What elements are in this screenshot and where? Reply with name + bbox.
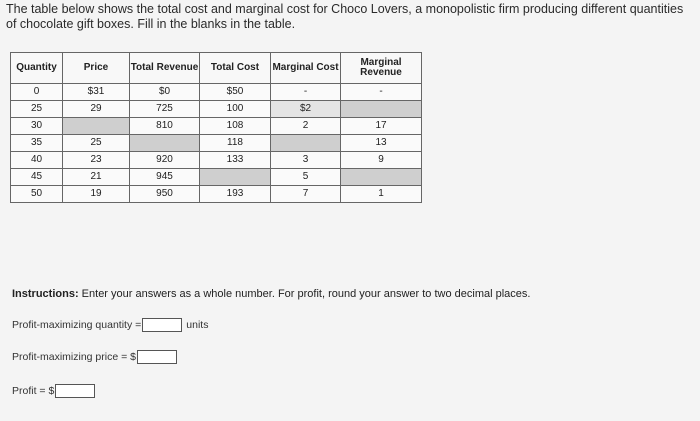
quantity-units: units bbox=[186, 319, 209, 331]
header-total-cost: Total Cost bbox=[200, 53, 271, 84]
cell-marginal-cost: $2 bbox=[271, 101, 341, 118]
cell-total-revenue: 725 bbox=[130, 101, 200, 118]
cell-quantity: 0 bbox=[11, 84, 63, 101]
cell-price: 21 bbox=[63, 169, 130, 186]
blank-input-total-cost[interactable] bbox=[200, 169, 271, 186]
header-price: Price bbox=[63, 53, 130, 84]
problem-intro: The table below shows the total cost and marginal cost for Choco Lovers, a monopolistic firm producing different quantities of chocolate gift boxes. Fill in the blanks in the table. bbox=[6, 2, 684, 31]
cell-quantity: 35 bbox=[11, 135, 63, 152]
cell-marginal-revenue: 1 bbox=[341, 186, 422, 203]
cell-price: $31 bbox=[63, 84, 130, 101]
profit-question bbox=[12, 384, 95, 398]
blank-input-price[interactable] bbox=[63, 118, 130, 135]
table-header-row bbox=[11, 53, 422, 84]
cell-quantity: 45 bbox=[11, 169, 63, 186]
cell-marginal-revenue: 13 bbox=[341, 135, 422, 152]
cell-marginal-revenue: 17 bbox=[341, 118, 422, 135]
table-row bbox=[11, 101, 422, 118]
cell-total-revenue: 810 bbox=[130, 118, 200, 135]
cell-marginal-cost: 3 bbox=[271, 152, 341, 169]
instructions-label: Instructions: bbox=[12, 288, 79, 300]
quantity-label: Profit-maximizing quantity = bbox=[12, 319, 142, 331]
cell-marginal-cost: 2 bbox=[271, 118, 341, 135]
cell-price: 29 bbox=[63, 101, 130, 118]
profit-label: Profit = $ bbox=[12, 385, 55, 397]
blank-input-marginal-revenue[interactable] bbox=[341, 101, 422, 118]
header-total-revenue: Total Revenue bbox=[130, 53, 200, 84]
price-answer-input[interactable] bbox=[137, 350, 177, 364]
price-question bbox=[12, 350, 177, 364]
quantity-answer-input[interactable] bbox=[142, 318, 182, 332]
cell-total-revenue: $0 bbox=[130, 84, 200, 101]
cell-total-cost: 118 bbox=[200, 135, 271, 152]
cell-price: 19 bbox=[63, 186, 130, 203]
blank-input-marginal-revenue[interactable] bbox=[341, 169, 422, 186]
table-row bbox=[11, 152, 422, 169]
cell-total-cost: 108 bbox=[200, 118, 271, 135]
cell-quantity: 25 bbox=[11, 101, 63, 118]
cell-total-cost: 100 bbox=[200, 101, 271, 118]
quantity-question bbox=[12, 318, 208, 332]
table-row bbox=[11, 84, 422, 101]
cell-marginal-revenue: 9 bbox=[341, 152, 422, 169]
table-row bbox=[11, 169, 422, 186]
cell-price: 23 bbox=[63, 152, 130, 169]
table-row bbox=[11, 135, 422, 152]
cell-total-revenue: 945 bbox=[130, 169, 200, 186]
header-marginal-revenue: Marginal Revenue bbox=[341, 53, 422, 84]
cell-quantity: 40 bbox=[11, 152, 63, 169]
instructions bbox=[12, 288, 530, 300]
cost-table bbox=[10, 52, 422, 203]
cell-marginal-revenue: - bbox=[341, 84, 422, 101]
cell-total-cost: 133 bbox=[200, 152, 271, 169]
cell-quantity: 30 bbox=[11, 118, 63, 135]
header-marginal-cost: Marginal Cost bbox=[271, 53, 341, 84]
blank-input-total-revenue[interactable] bbox=[130, 135, 200, 152]
cell-marginal-cost: 7 bbox=[271, 186, 341, 203]
instructions-text: Enter your answers as a whole number. For profit, round your answer to two decimal places. bbox=[78, 288, 531, 300]
table-row bbox=[11, 118, 422, 135]
cell-marginal-cost: - bbox=[271, 84, 341, 101]
table-row bbox=[11, 186, 422, 203]
cell-price: 25 bbox=[63, 135, 130, 152]
cell-total-revenue: 920 bbox=[130, 152, 200, 169]
cell-total-cost: 193 bbox=[200, 186, 271, 203]
blank-input-marginal-cost[interactable] bbox=[271, 135, 341, 152]
cell-quantity: 50 bbox=[11, 186, 63, 203]
header-quantity: Quantity bbox=[11, 53, 63, 84]
cell-total-cost: $50 bbox=[200, 84, 271, 101]
price-label: Profit-maximizing price = $ bbox=[12, 351, 136, 363]
cell-total-revenue: 950 bbox=[130, 186, 200, 203]
profit-answer-input[interactable] bbox=[55, 384, 95, 398]
cell-marginal-cost: 5 bbox=[271, 169, 341, 186]
